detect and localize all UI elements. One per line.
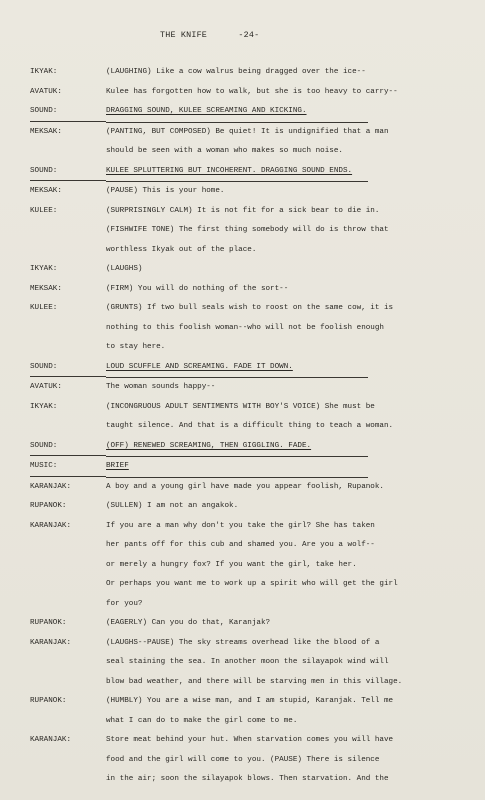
speech-block (106, 692, 485, 731)
speech-block (106, 634, 485, 693)
dialogue-row (0, 202, 485, 261)
speech-line: seal staining the sea. In another moon the silayapok wind will (106, 658, 389, 666)
speaker-name: RUPANOK: (30, 697, 67, 705)
dialogue-row (0, 299, 485, 358)
speech-line: The woman sounds happy-- (106, 383, 216, 391)
dialogue-row (0, 398, 485, 437)
speech-line: (EAGERLY) Can you do that, Karanjak? (106, 619, 271, 627)
dialogue-row (0, 260, 485, 280)
speech-line: (PAUSE) This is your home. (106, 187, 225, 195)
speech-block (106, 614, 485, 634)
speaker-name: KULEE: (30, 206, 58, 215)
speech-line: (INCONGRUOUS ADULT SENTIMENTS WITH BOY'S VOICE) She must be (106, 402, 375, 411)
dialogue-row (0, 497, 485, 517)
dialogue-row (0, 123, 485, 162)
speech-block (106, 202, 485, 261)
speech-line: what I can do to make the girl come to me. (106, 716, 298, 725)
speech-line: her pants off for this cub and shamed you. Are you a wolf-- (106, 541, 375, 549)
dialogue-row (0, 83, 485, 103)
speech-line: nothing to this foolish woman--who will not be foolish enough (106, 323, 384, 332)
speaker-name: RUPANOK: (30, 619, 67, 627)
cue-row (0, 102, 485, 123)
speech-block (106, 299, 485, 358)
speech-block (106, 182, 485, 202)
speaker-name: SOUND: (30, 162, 106, 182)
speech-block (106, 478, 485, 498)
dialogue-row (0, 614, 485, 634)
speech-line: (LAUGHING) Like a cow walrus being dragged over the ice-- (106, 68, 366, 76)
speech-line: (GRUNTS) If two bull seals wish to roost on the same cow, it is (106, 304, 394, 312)
speaker-name: AVATUK: (30, 87, 62, 96)
speech-block (106, 358, 368, 379)
speech-line: Or perhaps you want me to work up a spirit who will get the girl (106, 580, 398, 588)
speaker-name: IKYAK: (30, 68, 58, 76)
speaker-name: KULEE: (30, 304, 58, 312)
dialogue-row (0, 517, 485, 615)
cue-row (0, 358, 485, 379)
speech-block (106, 83, 485, 103)
speech-block (106, 280, 485, 300)
speech-line: Store meat behind your hut. When starvation comes you will have (106, 736, 394, 744)
speaker-name: AVATUK: (30, 383, 62, 391)
cue-text: KULEE SPLUTTERING BUT INCOHERENT. DRAGGING SOUND ENDS. (106, 166, 353, 175)
speaker-name: MUSIC: (30, 457, 106, 477)
speaker-name: RUPANOK: (30, 502, 67, 510)
speaker-name: KARANJAK: (30, 638, 72, 647)
speech-line: (LAUGHS--PAUSE) The sky streams overhead like the blood of a (106, 638, 380, 647)
dialogue-row (0, 634, 485, 693)
cue-text: BRIEF (106, 462, 129, 470)
speech-line: Kulee has forgotten how to walk, but she is too heavy to carry-- (106, 87, 398, 96)
speech-block (106, 731, 485, 790)
speech-block (106, 63, 485, 83)
page-header: THE KNIFE -24- (160, 30, 260, 40)
speaker-name: KARANJAK: (30, 736, 72, 744)
speaker-name: MEKSAK: (30, 284, 62, 293)
speech-line: taught silence. And that is a difficult thing to teach a woman. (106, 422, 394, 430)
speech-line: (SULLEN) I am not an angakok. (106, 502, 239, 510)
speech-line: for you? (106, 599, 143, 608)
speech-block (106, 437, 368, 458)
cue-row (0, 162, 485, 183)
speech-line: blow bad weather, and there will be starving men in this village. (106, 677, 403, 686)
speaker-name: SOUND: (30, 102, 106, 122)
speech-block (106, 457, 368, 478)
cue-text: LOUD SCUFFLE AND SCREAMING. FADE IT DOWN. (106, 362, 293, 371)
speaker-name: IKYAK: (30, 265, 58, 273)
speech-block (106, 497, 485, 517)
dialogue-row (0, 63, 485, 83)
speech-line: in the air; soon the silayapok blows. Then starvation. And the (106, 775, 389, 783)
speech-line: should be seen with a woman who makes so much noise. (106, 147, 343, 155)
dialogue-row (0, 280, 485, 300)
dialogue-row (0, 478, 485, 498)
speaker-name: KARANJAK: (30, 482, 72, 491)
speaker-name: MEKSAK: (30, 127, 62, 136)
cue-text: DRAGGING SOUND, KULEE SCREAMING AND KICKING. (106, 107, 307, 115)
speaker-name: SOUND: (30, 358, 106, 378)
speech-line: (PANTING, BUT COMPOSED) Be quiet! It is undignified that a man (106, 127, 389, 136)
speaker-name: IKYAK: (30, 402, 58, 411)
dialogue-row (0, 731, 485, 790)
speech-block (106, 162, 368, 183)
cue-row (0, 437, 485, 458)
speech-block (106, 102, 368, 123)
speech-line: A boy and a young girl have made you appear foolish, Rupanok. (106, 482, 384, 491)
speech-line: worthless Ikyak out of the place. (106, 245, 257, 254)
script-body (0, 63, 485, 790)
speech-block (106, 378, 485, 398)
speech-block (106, 398, 485, 437)
speech-block (106, 517, 485, 615)
speech-line: (SURPRISINGLY CALM) It is not fit for a sick bear to die in. (106, 206, 380, 215)
speaker-name: SOUND: (30, 437, 106, 457)
speech-line: (HUMBLY) You are a wise man, and I am stupid, Karanjak. Tell me (106, 697, 394, 705)
speech-line: (LAUGHS) (106, 265, 143, 273)
speech-line: food and the girl will come to you. (PAUSE) There is silence (106, 755, 380, 764)
dialogue-row (0, 692, 485, 731)
speech-line: (FISHWIFE TONE) The first thing somebody will do is throw that (106, 226, 389, 234)
dialogue-row (0, 378, 485, 398)
cue-row (0, 457, 485, 478)
speech-line: If you are a man why don't you take the girl? She has taken (106, 521, 375, 530)
cue-text: (OFF) RENEWED SCREAMING, THEN GIGGLING. FADE. (106, 441, 312, 450)
speaker-name: KARANJAK: (30, 521, 72, 530)
speech-line: or merely a hungry fox? If you want the girl, take her. (106, 560, 357, 569)
speech-line: (FIRM) You will do nothing of the sort-- (106, 284, 289, 293)
dialogue-row (0, 182, 485, 202)
speech-block (106, 260, 485, 280)
speech-line: to stay here. (106, 343, 166, 351)
speaker-name: MEKSAK: (30, 187, 62, 195)
speech-block (106, 123, 485, 162)
